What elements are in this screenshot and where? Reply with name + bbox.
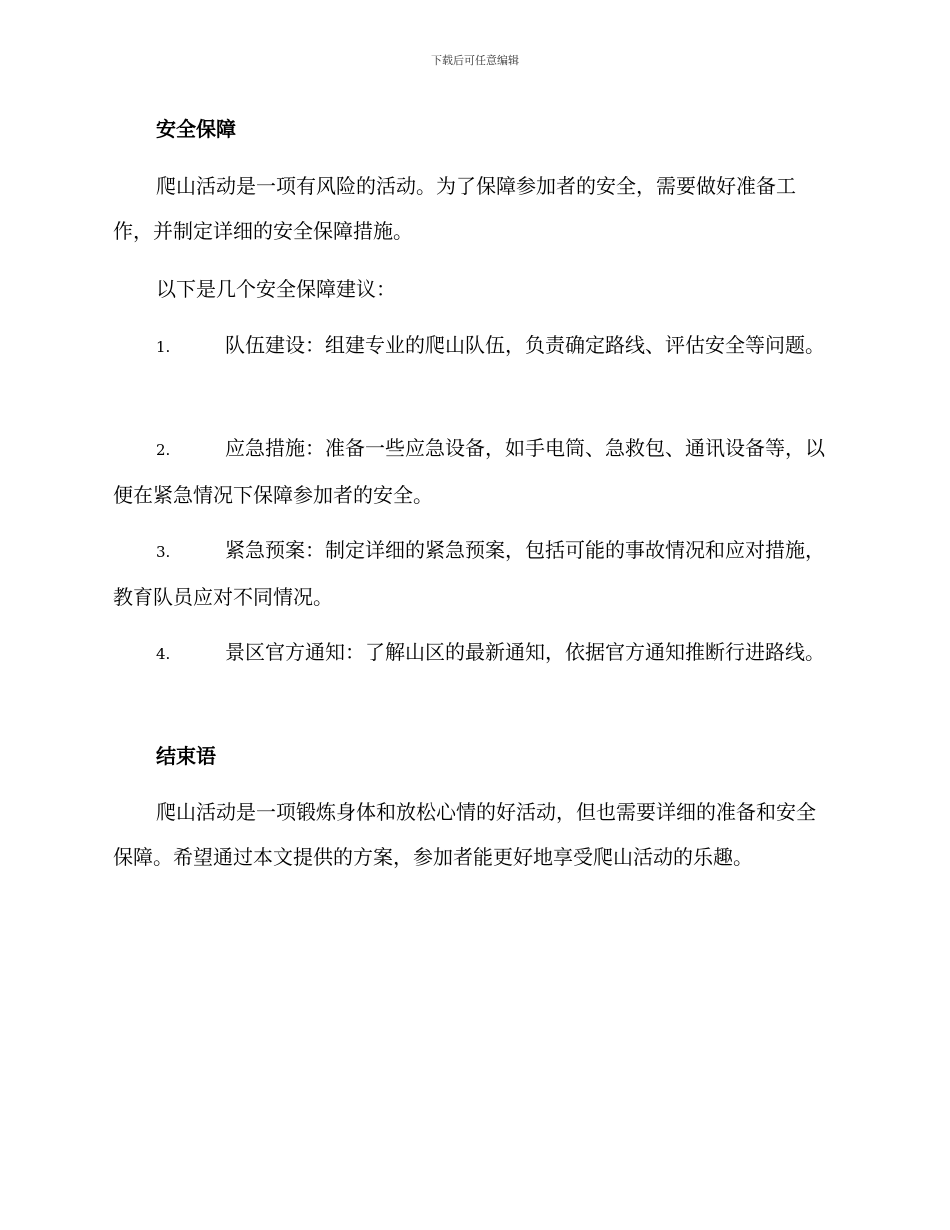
header-note: 下载后可任意编辑 [431, 54, 519, 67]
safety-intro-paragraph: 爬山活动是一项有风险的活动。为了保障参加者的安全，需要做好准备工作，并制定详细的安全保障措施。 [113, 174, 796, 243]
list-item [113, 323, 835, 370]
list-item-number: 4. [156, 645, 171, 663]
list-item [113, 630, 835, 677]
list-item-text: 应急措施：准备一些应急设备，如手电筒、急救包、通讯设备等，以便在紧急情况下保障参加者的安全。 [113, 436, 825, 507]
safety-lead-paragraph: 以下是几个安全保障建议： [156, 277, 396, 301]
list-item-number: 2. [156, 441, 171, 459]
list-item-text: 队伍建设：组建专业的爬山队伍，负责确定路线、评估安全等问题。 [225, 333, 825, 357]
list-item [113, 426, 835, 518]
section-heading-conclusion: 结束语 [156, 744, 216, 768]
conclusion-paragraph: 爬山活动是一项锻炼身体和放松心情的好活动，但也需要详细的准备和安全保障。希望通过本文提供的方案，参加者能更好地享受爬山活动的乐趣。 [113, 800, 816, 869]
list-item-number: 1. [156, 338, 171, 356]
list-item [113, 528, 835, 620]
section-heading-safety: 安全保障 [156, 117, 236, 141]
list-item-text: 景区官方通知：了解山区的最新通知，依据官方通知推断行进路线。 [225, 640, 825, 664]
list-item-number: 3. [156, 543, 171, 561]
list-item-text: 紧急预案：制定详细的紧急预案，包括可能的事故情况和应对措施，教育队员应对不同情况。 [113, 538, 825, 609]
